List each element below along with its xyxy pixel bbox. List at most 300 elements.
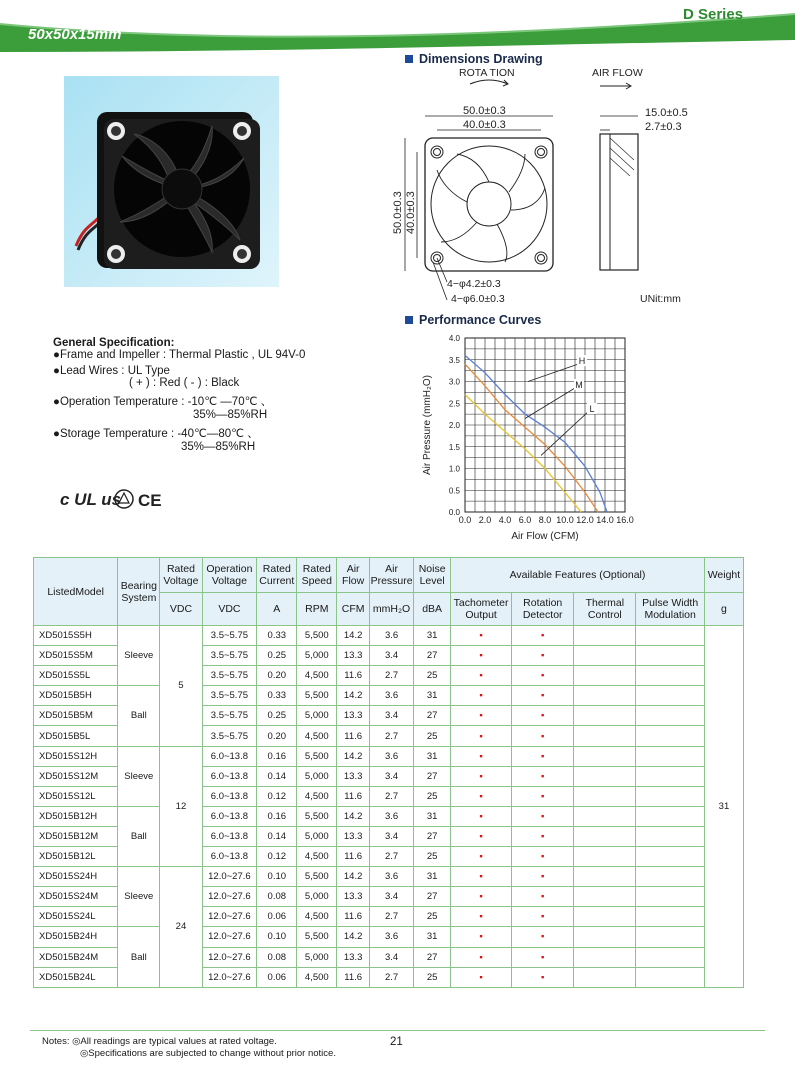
- cell-tachometer-mark: ▪: [451, 887, 512, 907]
- cell-model: XD5015S24M: [34, 887, 118, 907]
- cell-pwm: [636, 967, 705, 987]
- cell-bearing: Sleeve: [118, 867, 160, 927]
- cell-thermal: [574, 887, 636, 907]
- cell-speed: 5,500: [297, 806, 337, 826]
- cell-op-voltage: 12.0~27.6: [202, 927, 257, 947]
- cell-thermal: [574, 766, 636, 786]
- spec-table: [33, 557, 744, 988]
- cell-tachometer-mark: ▪: [451, 806, 512, 826]
- x-tick-label: 12.0: [576, 515, 594, 525]
- performance-title-text: Performance Curves: [419, 313, 542, 327]
- cell-air-pressure: 2.7: [369, 907, 413, 927]
- x-tick-label: 6.0: [518, 515, 532, 525]
- spec-op-rh: 35%—85%RH: [193, 409, 268, 421]
- cell-air-pressure: 3.4: [369, 646, 413, 666]
- cell-pwm: [636, 927, 705, 947]
- cell-op-voltage: 6.0~13.8: [202, 766, 257, 786]
- cell-current: 0.08: [257, 947, 297, 967]
- header-air-pressure: Air Pressure: [369, 558, 413, 593]
- cell-current: 0.14: [257, 766, 297, 786]
- cell-tachometer-mark: ▪: [451, 967, 512, 987]
- cell-tachometer-mark: ▪: [451, 927, 512, 947]
- cell-air-flow: 13.3: [337, 887, 370, 907]
- unit-noise: dBA: [414, 593, 451, 626]
- spec-storage-temp: ●Storage Temperature : -40℃—80℃ 、: [53, 428, 259, 440]
- cell-noise: 25: [414, 726, 451, 746]
- x-tick-label: 8.0: [538, 515, 552, 525]
- cell-rotation-mark: ▪: [512, 806, 574, 826]
- general-spec-block: [53, 337, 305, 453]
- cell-air-flow: 14.2: [337, 806, 370, 826]
- note-line-1: [42, 1036, 336, 1048]
- performance-chart: [415, 330, 675, 545]
- cell-model: XD5015B24H: [34, 927, 118, 947]
- outer-size-v: 50.0±0.3: [392, 191, 404, 234]
- cell-current: 0.06: [257, 967, 297, 987]
- cell-air-pressure: 2.7: [369, 726, 413, 746]
- cell-thermal: [574, 666, 636, 686]
- hole-small-label: 4−φ4.2±0.3: [447, 278, 501, 290]
- cell-rotation-mark: ▪: [512, 646, 574, 666]
- cell-pwm: [636, 726, 705, 746]
- cell-noise: 31: [414, 686, 451, 706]
- cell-noise: 27: [414, 766, 451, 786]
- cell-pwm: [636, 887, 705, 907]
- series-label-H: H: [578, 356, 586, 367]
- cell-op-voltage: 3.5~5.75: [202, 706, 257, 726]
- x-tick-label: 10.0: [556, 515, 574, 525]
- cell-speed: 5,500: [297, 867, 337, 887]
- cell-speed: 5,000: [297, 826, 337, 846]
- y-tick-label: 0.0: [448, 508, 460, 517]
- cell-air-pressure: 3.4: [369, 706, 413, 726]
- header-op-voltage: Operation Voltage: [202, 558, 257, 593]
- cell-current: 0.06: [257, 907, 297, 927]
- cell-rotation-mark: ▪: [512, 626, 574, 646]
- cell-tachometer-mark: ▪: [451, 786, 512, 806]
- cell-thermal: [574, 907, 636, 927]
- outer-size-h: 50.0±0.3: [463, 105, 506, 117]
- cell-bearing: Sleeve: [118, 746, 160, 806]
- cell-rotation-mark: ▪: [512, 706, 574, 726]
- x-axis-label: Air Flow (CFM): [511, 531, 579, 542]
- feature-tachometer: Tachometer Output: [451, 593, 512, 626]
- feature-thermal-control: Thermal Control: [574, 593, 636, 626]
- general-spec-title: General Specification:: [53, 337, 175, 349]
- cell-current: 0.20: [257, 726, 297, 746]
- cell-current: 0.14: [257, 826, 297, 846]
- table-row: [34, 927, 744, 947]
- cell-air-pressure: 2.7: [369, 847, 413, 867]
- cell-pwm: [636, 766, 705, 786]
- cell-thermal: [574, 847, 636, 867]
- cell-air-flow: 14.2: [337, 746, 370, 766]
- cell-noise: 27: [414, 887, 451, 907]
- cell-current: 0.12: [257, 847, 297, 867]
- cell-air-flow: 13.3: [337, 646, 370, 666]
- cell-noise: 31: [414, 927, 451, 947]
- cell-noise: 25: [414, 907, 451, 927]
- cell-thermal: [574, 706, 636, 726]
- cell-speed: 4,500: [297, 847, 337, 867]
- cell-op-voltage: 6.0~13.8: [202, 847, 257, 867]
- cell-thermal: [574, 686, 636, 706]
- cell-model: XD5015B12H: [34, 806, 118, 826]
- cell-thermal: [574, 927, 636, 947]
- footer-rule: [30, 1030, 765, 1031]
- unit-air-flow: CFM: [337, 593, 370, 626]
- spec-storage-rh: 35%—85%RH: [181, 441, 256, 453]
- cell-air-flow: 14.2: [337, 927, 370, 947]
- cell-model: XD5015B12M: [34, 826, 118, 846]
- cell-model: XD5015S12L: [34, 786, 118, 806]
- cell-air-flow: 13.3: [337, 826, 370, 846]
- cell-noise: 27: [414, 706, 451, 726]
- cell-thermal: [574, 806, 636, 826]
- cell-model: XD5015B12L: [34, 847, 118, 867]
- series-label-L: L: [589, 403, 595, 414]
- cell-current: 0.10: [257, 867, 297, 887]
- product-photo: [64, 76, 279, 287]
- cell-op-voltage: 6.0~13.8: [202, 746, 257, 766]
- cell-rotation-mark: ▪: [512, 686, 574, 706]
- x-tick-label: 0.0: [458, 515, 472, 525]
- y-tick-label: 4.0: [448, 334, 460, 343]
- cell-op-voltage: 3.5~5.75: [202, 686, 257, 706]
- cell-rotation-mark: ▪: [512, 847, 574, 867]
- cell-noise: 27: [414, 947, 451, 967]
- cell-model: XD5015B24L: [34, 967, 118, 987]
- header-voltage: Rated Voltage: [160, 558, 202, 593]
- cell-air-flow: 14.2: [337, 867, 370, 887]
- y-tick-label: 3.0: [448, 377, 460, 387]
- cell-speed: 5,000: [297, 766, 337, 786]
- spec-frame: ●Frame and Impeller : Thermal Plastic , UL 94V-0: [53, 349, 306, 361]
- flange-label: 2.7±0.3: [645, 121, 682, 133]
- header-noise: Noise Level: [414, 558, 451, 593]
- cell-pwm: [636, 947, 705, 967]
- cell-speed: 5,000: [297, 887, 337, 907]
- spec-op-temp: ●Operation Temperature : -10℃ —70℃ 、: [53, 396, 273, 408]
- cell-speed: 5,000: [297, 947, 337, 967]
- cell-tachometer-mark: ▪: [451, 726, 512, 746]
- cell-tachometer-mark: ▪: [451, 646, 512, 666]
- cell-current: 0.25: [257, 646, 297, 666]
- page-number: 21: [390, 1036, 403, 1048]
- cell-tachometer-mark: ▪: [451, 826, 512, 846]
- cell-air-pressure: 3.6: [369, 867, 413, 887]
- cell-pwm: [636, 907, 705, 927]
- y-tick-label: 1.5: [448, 442, 460, 452]
- cell-noise: 31: [414, 626, 451, 646]
- cell-current: 0.08: [257, 887, 297, 907]
- cell-rotation-mark: ▪: [512, 746, 574, 766]
- cell-pwm: [636, 847, 705, 867]
- cell-rotation-mark: ▪: [512, 826, 574, 846]
- header-features: Available Features (Optional): [451, 558, 705, 593]
- cell-current: 0.33: [257, 686, 297, 706]
- cell-pwm: [636, 626, 705, 646]
- cell-pwm: [636, 806, 705, 826]
- cell-tachometer-mark: ▪: [451, 746, 512, 766]
- cell-rotation-mark: ▪: [512, 786, 574, 806]
- cell-op-voltage: 12.0~27.6: [202, 907, 257, 927]
- section-bullet-icon: [405, 55, 413, 63]
- cell-tachometer-mark: ▪: [451, 847, 512, 867]
- series-label-M: M: [575, 380, 583, 391]
- cell-noise: 27: [414, 646, 451, 666]
- cell-op-voltage: 12.0~27.6: [202, 887, 257, 907]
- cell-speed: 4,500: [297, 726, 337, 746]
- cell-rotation-mark: ▪: [512, 907, 574, 927]
- cell-op-voltage: 3.5~5.75: [202, 726, 257, 746]
- cell-model: XD5015S5M: [34, 646, 118, 666]
- cell-pwm: [636, 746, 705, 766]
- cell-bearing: Ball: [118, 686, 160, 746]
- cell-bearing: Ball: [118, 806, 160, 866]
- cell-air-pressure: 3.6: [369, 746, 413, 766]
- y-tick-label: 0.5: [448, 486, 460, 496]
- thickness-label: 15.0±0.5: [645, 107, 688, 119]
- cell-tachometer-mark: ▪: [451, 867, 512, 887]
- table-row: [34, 867, 744, 887]
- hole-spacing-h: 40.0±0.3: [463, 119, 506, 131]
- cell-op-voltage: 6.0~13.8: [202, 786, 257, 806]
- cell-air-flow: 14.2: [337, 626, 370, 646]
- cell-pwm: [636, 686, 705, 706]
- cell-current: 0.10: [257, 927, 297, 947]
- cell-air-pressure: 3.4: [369, 766, 413, 786]
- cell-noise: 27: [414, 826, 451, 846]
- cell-current: 0.16: [257, 746, 297, 766]
- cell-model: XD5015S24L: [34, 907, 118, 927]
- feature-rotation-detector: Rotation Detector: [512, 593, 574, 626]
- cell-thermal: [574, 646, 636, 666]
- x-tick-label: 14.0: [596, 515, 614, 525]
- cell-speed: 4,500: [297, 786, 337, 806]
- cell-model: XD5015S24H: [34, 867, 118, 887]
- cell-tachometer-mark: ▪: [451, 706, 512, 726]
- cell-air-pressure: 3.4: [369, 947, 413, 967]
- model-size-title: 50x50x15mm: [28, 26, 122, 43]
- cell-noise: 31: [414, 746, 451, 766]
- cell-air-flow: 11.6: [337, 967, 370, 987]
- cell-current: 0.25: [257, 706, 297, 726]
- table-row: [34, 626, 744, 646]
- cell-tachometer-mark: ▪: [451, 907, 512, 927]
- airflow-label: AIR FLOW: [592, 67, 643, 79]
- cell-model: XD5015S12M: [34, 766, 118, 786]
- y-tick-label: 2.0: [448, 421, 460, 430]
- cell-air-flow: 13.3: [337, 947, 370, 967]
- notes: [42, 1036, 336, 1060]
- cell-speed: 5,500: [297, 746, 337, 766]
- cell-model: XD5015S5H: [34, 626, 118, 646]
- cell-air-pressure: 3.6: [369, 686, 413, 706]
- series-pointer-H: [528, 364, 578, 381]
- series-pointer-L: [541, 412, 588, 456]
- cell-air-flow: 11.6: [337, 907, 370, 927]
- cell-pwm: [636, 786, 705, 806]
- cell-thermal: [574, 947, 636, 967]
- cell-op-voltage: 3.5~5.75: [202, 646, 257, 666]
- unit-current: A: [257, 593, 297, 626]
- cell-air-flow: 13.3: [337, 766, 370, 786]
- section-bullet-icon: [405, 316, 413, 324]
- feature-pwm: Pulse Width Modulation: [636, 593, 705, 626]
- header-air-flow: Air Flow: [337, 558, 370, 593]
- y-tick-label: 3.5: [448, 355, 460, 365]
- cell-current: 0.20: [257, 666, 297, 686]
- cell-op-voltage: 12.0~27.6: [202, 867, 257, 887]
- y-axis-label: Air Pressure (mmH₂O): [422, 375, 433, 475]
- cell-speed: 4,500: [297, 907, 337, 927]
- unit-weight: g: [704, 593, 743, 626]
- cell-air-flow: 11.6: [337, 666, 370, 686]
- y-tick-label: 2.5: [448, 399, 460, 409]
- unit-speed: RPM: [297, 593, 337, 626]
- cell-op-voltage: 3.5~5.75: [202, 666, 257, 686]
- cell-pwm: [636, 867, 705, 887]
- cell-model: XD5015B5H: [34, 686, 118, 706]
- cell-air-pressure: 3.6: [369, 806, 413, 826]
- cell-tachometer-mark: ▪: [451, 947, 512, 967]
- x-tick-label: 16.0: [616, 515, 634, 525]
- cell-rotation-mark: ▪: [512, 927, 574, 947]
- cell-thermal: [574, 826, 636, 846]
- table-row: [34, 746, 744, 766]
- dimensions-drawing: [385, 64, 715, 306]
- cell-air-flow: 11.6: [337, 786, 370, 806]
- cell-op-voltage: 3.5~5.75: [202, 626, 257, 646]
- cell-voltage: 24: [160, 867, 202, 988]
- header-bearing: Bearing System: [118, 558, 160, 626]
- cell-pwm: [636, 666, 705, 686]
- cell-rotation-mark: ▪: [512, 947, 574, 967]
- x-tick-label: 4.0: [498, 515, 512, 525]
- y-tick-label: 1.0: [448, 464, 460, 474]
- cell-weight: 31: [704, 626, 743, 988]
- cell-speed: 5,500: [297, 927, 337, 947]
- fan-illustration: [64, 76, 279, 287]
- cell-speed: 4,500: [297, 967, 337, 987]
- unit-op-voltage: VDC: [202, 593, 257, 626]
- rotation-label: ROTA TION: [459, 67, 515, 79]
- cell-air-pressure: 3.6: [369, 927, 413, 947]
- cell-air-pressure: 3.4: [369, 887, 413, 907]
- note-1: ◎All readings are typical values at rated voltage.: [72, 1036, 277, 1047]
- cell-current: 0.16: [257, 806, 297, 826]
- cell-rotation-mark: ▪: [512, 887, 574, 907]
- cell-thermal: [574, 746, 636, 766]
- unit-voltage: VDC: [160, 593, 202, 626]
- cell-speed: 5,000: [297, 646, 337, 666]
- x-tick-label: 2.0: [478, 515, 492, 525]
- header-weight: Weight: [704, 558, 743, 593]
- table-row: [34, 806, 744, 826]
- cell-rotation-mark: ▪: [512, 867, 574, 887]
- spec-table-body: [34, 626, 744, 988]
- cell-model: XD5015B24M: [34, 947, 118, 967]
- cell-air-pressure: 3.4: [369, 826, 413, 846]
- cell-noise: 31: [414, 806, 451, 826]
- header-current: Rated Current: [257, 558, 297, 593]
- table-row: [34, 686, 744, 706]
- cert-marks: [60, 487, 180, 511]
- cell-air-pressure: 2.7: [369, 786, 413, 806]
- series-label: D Series: [683, 6, 744, 23]
- cell-air-flow: 14.2: [337, 686, 370, 706]
- cell-speed: 5,500: [297, 626, 337, 646]
- cell-bearing: Ball: [118, 927, 160, 987]
- cell-air-pressure: 2.7: [369, 967, 413, 987]
- cell-current: 0.12: [257, 786, 297, 806]
- spec-lead-colors: ( + ) : Red ( - ) : Black: [129, 377, 240, 389]
- cell-speed: 5,500: [297, 686, 337, 706]
- cell-air-pressure: 2.7: [369, 666, 413, 686]
- cell-op-voltage: 6.0~13.8: [202, 826, 257, 846]
- cell-rotation-mark: ▪: [512, 766, 574, 786]
- performance-section-title: [405, 313, 541, 327]
- note-line-2: ◎Specifications are subjected to change without prior notice.: [80, 1048, 336, 1059]
- cell-noise: 25: [414, 847, 451, 867]
- unit-label: UNit:mm: [640, 293, 681, 305]
- spec-lead: ●Lead Wires : UL Type: [53, 365, 170, 377]
- cell-bearing: Sleeve: [118, 626, 160, 686]
- cell-noise: 31: [414, 867, 451, 887]
- notes-label: Notes:: [42, 1036, 70, 1047]
- cell-model: XD5015S12H: [34, 746, 118, 766]
- unit-air-pressure: mmH₂O: [369, 593, 413, 626]
- ce-mark: CE: [138, 491, 162, 510]
- cell-thermal: [574, 786, 636, 806]
- header-speed: Rated Speed: [297, 558, 337, 593]
- cell-rotation-mark: ▪: [512, 967, 574, 987]
- cell-air-flow: 11.6: [337, 726, 370, 746]
- cell-rotation-mark: ▪: [512, 726, 574, 746]
- cell-thermal: [574, 867, 636, 887]
- cell-op-voltage: 12.0~27.6: [202, 947, 257, 967]
- cell-tachometer-mark: ▪: [451, 626, 512, 646]
- cell-op-voltage: 12.0~27.6: [202, 967, 257, 987]
- cell-model: XD5015B5L: [34, 726, 118, 746]
- cell-model: XD5015B5M: [34, 706, 118, 726]
- cell-pwm: [636, 646, 705, 666]
- cell-thermal: [574, 967, 636, 987]
- cell-speed: 5,000: [297, 706, 337, 726]
- cell-speed: 4,500: [297, 666, 337, 686]
- hole-spacing-v: 40.0±0.3: [405, 191, 417, 234]
- cell-op-voltage: 6.0~13.8: [202, 806, 257, 826]
- cell-air-flow: 13.3: [337, 706, 370, 726]
- cell-voltage: 12: [160, 746, 202, 867]
- dimensions-title-text: Dimensions Drawing: [419, 52, 543, 66]
- hole-large-label: 4−φ6.0±0.3: [451, 293, 505, 305]
- cell-voltage: 5: [160, 626, 202, 747]
- cell-current: 0.33: [257, 626, 297, 646]
- cell-tachometer-mark: ▪: [451, 766, 512, 786]
- cell-rotation-mark: ▪: [512, 666, 574, 686]
- cell-tachometer-mark: ▪: [451, 686, 512, 706]
- cell-model: XD5015S5L: [34, 666, 118, 686]
- cell-air-flow: 11.6: [337, 847, 370, 867]
- cell-tachometer-mark: ▪: [451, 666, 512, 686]
- cell-air-pressure: 3.6: [369, 626, 413, 646]
- ul-mark: c UL us: [60, 490, 122, 509]
- cell-noise: 25: [414, 666, 451, 686]
- header-model: ListedModel: [34, 558, 118, 626]
- cell-thermal: [574, 626, 636, 646]
